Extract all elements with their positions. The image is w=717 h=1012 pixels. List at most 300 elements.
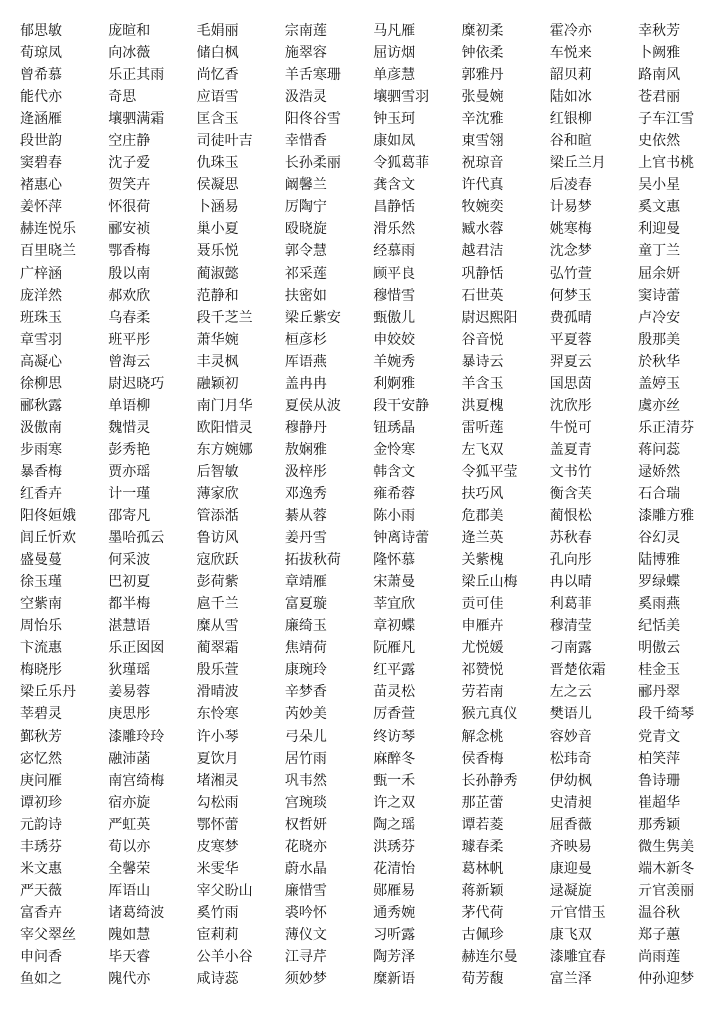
name-cell: 逄涵雁 <box>20 111 62 128</box>
name-cell: 上官书桃 <box>638 155 695 172</box>
name-cell: 习听露 <box>373 926 416 943</box>
name-cell: 祁采莲 <box>284 265 327 282</box>
name-cell: 柏笑萍 <box>638 750 681 767</box>
name-cell: 徐玉瑾 <box>20 574 62 591</box>
name-cell: 尤悦媛 <box>461 640 504 657</box>
name-cell: 沈念梦 <box>549 243 592 260</box>
name-cell: 那芷蕾 <box>461 794 504 811</box>
name-cell: 廉绮玉 <box>284 618 327 635</box>
name-cell: 壤驷雪羽 <box>373 89 430 106</box>
name-cell: 桓彦杉 <box>284 331 327 348</box>
name-cell: 乐正囡囡 <box>108 640 165 657</box>
name-cell: 车悦来 <box>549 45 592 62</box>
name-cell: 勾松雨 <box>196 794 239 811</box>
name-cell: 祝琼音 <box>461 155 504 172</box>
name-cell: 长孙静秀 <box>461 772 518 789</box>
name-cell: 褚惠心 <box>20 177 62 194</box>
name-cell: 荀芳馥 <box>461 971 504 988</box>
name-cell: 郦安祯 <box>108 221 151 238</box>
name-cell: 许之双 <box>373 794 416 811</box>
name-cell: 空庄静 <box>108 133 151 150</box>
name-cell: 盖婷玉 <box>638 375 681 392</box>
name-cell: 阚馨兰 <box>284 177 327 194</box>
name-cell: 施翠容 <box>284 45 327 62</box>
name-cell: 巴初夏 <box>108 574 151 591</box>
name-cell: 班珠玉 <box>20 309 62 326</box>
name-cell: 殷那美 <box>638 331 681 348</box>
name-cell: 乌春柔 <box>108 309 151 326</box>
name-cell: 辛梦香 <box>284 684 327 701</box>
name-cell: 暴诗云 <box>461 353 504 370</box>
name-cell: 谷幻灵 <box>638 530 681 547</box>
name-cell: 单彦慧 <box>373 67 416 84</box>
name-cell: 巩静恬 <box>461 265 504 282</box>
name-cell: 糜初柔 <box>461 23 504 39</box>
name-cell: 宦莉莉 <box>196 926 239 943</box>
name-cell: 东方婉娜 <box>196 441 253 458</box>
name-cell: 皮寒梦 <box>196 838 239 855</box>
name-cell: 尚忆香 <box>196 67 239 84</box>
name-cell: 晋楚依霜 <box>549 662 606 679</box>
name-cell: 於秋华 <box>638 353 681 370</box>
name-cell: 利迎曼 <box>638 221 681 238</box>
name-cell: 终访琴 <box>373 728 416 745</box>
name-cell: 张曼婉 <box>461 89 504 106</box>
name-cell: 苗灵松 <box>373 684 416 701</box>
name-cell: 殴晓旋 <box>284 221 327 238</box>
name-cell: 姜丹雪 <box>284 530 327 547</box>
name-cell: 南门月华 <box>196 397 253 414</box>
name-cell: 姜怀萍 <box>20 199 62 216</box>
name-cell: 花清怡 <box>373 860 416 877</box>
name-cell: 厉陶宁 <box>284 199 327 216</box>
name-cell: 昌静恬 <box>373 199 416 216</box>
name-cell: 鄞秋芳 <box>20 728 62 745</box>
name-cell: 沈欣彤 <box>549 397 592 414</box>
name-cell: 钟玉珂 <box>373 111 416 128</box>
name-cell: 陈小雨 <box>373 508 416 525</box>
name-cell: 洪夏槐 <box>461 397 504 414</box>
name-cell: 陆如冰 <box>549 89 592 106</box>
name-cell: 左飞双 <box>461 441 504 458</box>
name-cell: 韶贝莉 <box>549 67 592 84</box>
name-cell: 莘宜欣 <box>373 596 416 613</box>
name-cell: 姚寒梅 <box>549 221 592 238</box>
name-cell: 徐柳思 <box>20 375 62 392</box>
name-cell: 夏侯从波 <box>284 397 341 414</box>
name-cell: 步雨寒 <box>20 441 62 458</box>
name-cell: 国思茵 <box>549 375 592 392</box>
name-cell: 拓拔秋荷 <box>284 552 341 569</box>
name-cell: 牧婉奕 <box>461 199 504 216</box>
name-cell: 蔚水晶 <box>284 860 327 877</box>
name-cell: 宿亦旋 <box>108 794 151 811</box>
name-cell: 奚雨燕 <box>638 596 681 613</box>
name-cell: 尉迟熙阳 <box>461 309 518 326</box>
name-cell: 马凡雁 <box>373 23 416 39</box>
name-cell: 须妙梦 <box>284 971 327 988</box>
name-cell: 郦丹翠 <box>638 684 681 701</box>
name-cell: 贡可佳 <box>461 596 504 613</box>
name-cell: 綦从蓉 <box>284 508 327 525</box>
name-cell: 管添湉 <box>196 508 239 525</box>
name-cell: 顾平良 <box>373 265 416 282</box>
name-cell: 壤驷满霜 <box>108 111 165 128</box>
name-cell: 堵湘灵 <box>196 772 239 789</box>
name-cell: 经慕雨 <box>373 243 416 260</box>
name-cell: 蒋问蕊 <box>638 441 681 458</box>
name-cell: 蒋新颖 <box>461 882 504 899</box>
name-cell: 宗南莲 <box>284 23 327 39</box>
name-cell: 殷以南 <box>108 265 151 282</box>
name-cell: 段千芝兰 <box>196 309 253 326</box>
name-cell: 郑子蕙 <box>638 926 681 943</box>
name-cell: 申姣姣 <box>373 331 416 348</box>
name-cell: 匡含玉 <box>196 111 239 128</box>
name-cell: 容妙音 <box>549 728 592 745</box>
name-cell: 陶芳泽 <box>373 948 416 965</box>
name-cell: 汲傲南 <box>20 419 62 436</box>
name-cell: 阮雁凡 <box>373 640 416 657</box>
name-cell: 那秀颖 <box>638 816 681 833</box>
name-cell: 居竹雨 <box>284 750 327 767</box>
name-cell: 温谷秋 <box>638 904 681 921</box>
name-cell: 端木新冬 <box>638 860 695 877</box>
name-cell: 茅代荷 <box>461 904 504 921</box>
name-cell: 仲孙迎梦 <box>638 971 695 988</box>
name-cell: 漆雕宜春 <box>549 948 606 965</box>
name-cell: 童丁兰 <box>638 243 681 260</box>
name-cell: 元韵诗 <box>20 816 62 833</box>
name-cell: 湛慧语 <box>108 618 151 635</box>
name-cell: 毛娟丽 <box>196 23 239 39</box>
name-cell: 邵寄凡 <box>108 508 151 525</box>
name-cell: 屈余妍 <box>638 265 681 282</box>
name-cell: 苍君丽 <box>638 89 681 106</box>
name-cell: 章雪羽 <box>20 331 62 348</box>
name-cell: 巩韦然 <box>284 772 327 789</box>
name-cell: 宋萧曼 <box>373 574 416 591</box>
name-cell: 幸惜香 <box>284 133 327 150</box>
name-cell: 党青文 <box>638 728 681 745</box>
name-cell: 微生隽美 <box>638 838 695 855</box>
name-cell: 段世韵 <box>20 133 62 150</box>
name-cell: 齐映易 <box>549 838 592 855</box>
name-cell: 暴香梅 <box>20 463 62 480</box>
name-cell: 东怜寒 <box>196 706 239 723</box>
name-cell: 龚含文 <box>373 177 416 194</box>
name-cell: 逯娇然 <box>638 463 681 480</box>
name-cell: 谷音悦 <box>461 331 504 348</box>
name-cell: 单语柳 <box>108 397 151 414</box>
name-cell: 左之云 <box>549 684 592 701</box>
name-cell: 孔向彤 <box>549 552 592 569</box>
name-cell: 隗如慧 <box>108 926 151 943</box>
name-cell: 史依然 <box>638 133 681 150</box>
name-cell: 何梦玉 <box>549 287 592 304</box>
name-cell: 危郡美 <box>461 508 504 525</box>
name-cell: 钟离诗蕾 <box>373 530 430 547</box>
name-cell: 韩含文 <box>373 463 416 480</box>
name-cell: 融颖初 <box>196 375 239 392</box>
name-cell: 康飞双 <box>549 926 592 943</box>
name-cell: 石合瑞 <box>638 485 681 502</box>
name-cell: 平夏蓉 <box>549 331 592 348</box>
name-cell: 段千绮琴 <box>638 706 695 723</box>
name-cell: 丰灵枫 <box>196 353 239 370</box>
name-cell: 汲梓彤 <box>284 463 327 480</box>
name-cell: 焦靖荷 <box>284 640 327 657</box>
name-cell: 向冰薇 <box>108 45 151 62</box>
name-cell: 彭荷紫 <box>196 574 239 591</box>
name-cell: 章初蝶 <box>373 618 416 635</box>
name-cell: 巢小夏 <box>196 221 239 238</box>
name-cell: 鲁诗珊 <box>638 772 681 789</box>
name-cell: 权哲妍 <box>284 816 327 833</box>
name-cell: 沈子爱 <box>108 155 151 172</box>
name-cell: 公羊小谷 <box>196 948 253 965</box>
name-cell: 蔺淑懿 <box>196 265 239 282</box>
name-cell: 盛曼蔓 <box>20 552 62 569</box>
name-cell: 路南风 <box>638 67 681 84</box>
name-cell: 厍语燕 <box>284 353 327 370</box>
name-cell: 许代真 <box>461 177 504 194</box>
name-cell: 严天薇 <box>20 882 62 899</box>
name-grid <box>20 20 717 990</box>
name-cell: 奚文惠 <box>638 199 681 216</box>
name-cell: 辛沈雅 <box>461 111 504 128</box>
name-cell: 郁思敏 <box>20 23 62 39</box>
name-cell: 雷听莲 <box>461 419 504 436</box>
name-cell: 扶密如 <box>284 287 327 304</box>
name-cell: 璩春柔 <box>461 838 504 855</box>
name-cell: 臧水蓉 <box>461 221 504 238</box>
name-cell: 赫连尔曼 <box>461 948 518 965</box>
name-cell: 墨哈孤云 <box>108 530 165 547</box>
name-cell: 漆雕玲玲 <box>108 728 165 745</box>
name-cell: 劳若南 <box>461 684 504 701</box>
name-cell: 空紫南 <box>20 596 62 613</box>
name-cell: 金怜寒 <box>373 441 416 458</box>
name-cell: 盖冉冉 <box>284 375 327 392</box>
name-cell: 漆雕方雅 <box>638 508 695 525</box>
name-cell: 全馨荣 <box>108 860 151 877</box>
name-cell: 周怡乐 <box>20 618 62 635</box>
name-cell: 江寻芹 <box>284 948 327 965</box>
name-cell: 芮妙美 <box>284 706 327 723</box>
name-cell: 红平露 <box>373 662 416 679</box>
name-cell: 衡含芙 <box>549 485 592 502</box>
name-cell: 扈千兰 <box>196 596 239 613</box>
name-cell: 庞暄和 <box>108 23 151 39</box>
name-cell: 康迎曼 <box>549 860 592 877</box>
name-cell: 屈香薇 <box>549 816 592 833</box>
name-cell: 鱼如之 <box>20 971 62 988</box>
name-cell: 咸诗蕊 <box>196 971 239 988</box>
name-cell: 贾亦瑶 <box>108 463 151 480</box>
name-cell: 窦碧春 <box>20 155 62 172</box>
name-cell: 厍语山 <box>108 882 151 899</box>
name-cell: 应语雪 <box>196 89 239 106</box>
name-cell: 贺笑卉 <box>108 177 151 194</box>
name-cell: 松玮奇 <box>549 750 592 767</box>
name-cell: 南宫绮梅 <box>108 772 165 789</box>
name-cell: 申问香 <box>20 948 62 965</box>
name-cell: 关紫槐 <box>461 552 504 569</box>
name-cell: 怀很荷 <box>108 199 151 216</box>
name-cell: 都半梅 <box>108 596 151 613</box>
name-cell: 鄂怀蕾 <box>196 816 239 833</box>
name-cell: 蔺翠霜 <box>196 640 239 657</box>
name-cell: 薄家欣 <box>196 485 239 502</box>
name-cell: 米雯华 <box>196 860 239 877</box>
name-cell: 葛林帆 <box>461 860 504 877</box>
name-cell: 庞洋然 <box>20 287 62 304</box>
name-cell: 令狐葛菲 <box>373 155 430 172</box>
name-cell: 郝欢欣 <box>108 287 151 304</box>
name-cell: 莘碧灵 <box>20 706 62 723</box>
name-cell: 诸葛绮波 <box>108 904 165 921</box>
name-cell: 糜从雪 <box>196 618 239 635</box>
name-cell: 猴亢真仪 <box>461 706 518 723</box>
name-cell: 敖娴雅 <box>284 441 327 458</box>
name-cell: 糜新语 <box>373 971 416 988</box>
name-cell: 令狐平莹 <box>461 463 518 480</box>
name-cell: 郦秋露 <box>20 397 62 414</box>
name-cell: 乐正其雨 <box>108 67 165 84</box>
name-cell: 储白枫 <box>196 45 239 62</box>
name-cell: 广梓涵 <box>20 265 62 282</box>
name-cell: 穆清莹 <box>549 618 592 635</box>
name-cell: 桂金玉 <box>638 662 681 679</box>
name-cell: 欧阳惜灵 <box>196 419 253 436</box>
name-cell: 羊含玉 <box>461 375 504 392</box>
name-cell: 隗代亦 <box>108 971 151 988</box>
name-cell: 麻醉冬 <box>373 750 416 767</box>
name-cell: 计一瑾 <box>108 485 151 502</box>
name-cell: 羊舌寒珊 <box>284 67 341 84</box>
name-cell: 滑乐然 <box>373 221 416 238</box>
name-cell: 何采波 <box>108 552 151 569</box>
name-cell: 穆静丹 <box>284 419 327 436</box>
name-cell: 宰父翠丝 <box>20 926 76 943</box>
name-cell: 彭秀艳 <box>108 441 151 458</box>
name-cell: 通秀婉 <box>373 904 416 921</box>
name-cell: 虞亦丝 <box>638 397 681 414</box>
name-cell: 百里晓兰 <box>20 243 76 260</box>
name-cell: 子车江雪 <box>638 111 695 128</box>
name-cell: 卢冷安 <box>638 309 681 326</box>
name-cell: 利葛菲 <box>549 596 592 613</box>
name-cell: 谭初珍 <box>20 794 62 811</box>
name-cell: 赫连悦乐 <box>20 221 76 238</box>
name-cell: 费孤晴 <box>549 309 592 326</box>
name-cell: 庚问雁 <box>20 772 62 789</box>
name-cell: 梁丘山梅 <box>461 574 518 591</box>
name-cell: 能代亦 <box>20 89 62 106</box>
name-cell: 谷和暄 <box>549 133 592 150</box>
name-cell: 尉迟晓巧 <box>108 375 165 392</box>
name-cell: 冉以晴 <box>549 574 592 591</box>
name-cell: 魏惜灵 <box>108 419 151 436</box>
name-cell: 司徒叶吉 <box>196 133 253 150</box>
name-cell: 利婀雅 <box>373 375 416 392</box>
name-cell: 阳佟谷雪 <box>284 111 341 128</box>
name-cell: 梁丘乐丹 <box>20 684 76 701</box>
name-cell: 康如凤 <box>373 133 416 150</box>
name-cell: 计易梦 <box>549 199 592 216</box>
name-cell: 谭若菱 <box>461 816 504 833</box>
name-cell: 崔超华 <box>638 794 681 811</box>
name-cell: 宫琬琰 <box>284 794 327 811</box>
name-cell: 甄傲儿 <box>373 309 416 326</box>
name-cell: 许小琴 <box>196 728 239 745</box>
name-cell: 蔺恨松 <box>549 508 592 525</box>
name-cell: 侯凝思 <box>196 177 239 194</box>
name-cell: 雍希蓉 <box>373 485 416 502</box>
name-cell: 申雁卉 <box>461 618 504 635</box>
name-cell: 长孙柔丽 <box>284 155 341 172</box>
name-cell: 夏饮月 <box>196 750 239 767</box>
name-cell: 逯凝旋 <box>549 882 592 899</box>
name-cell: 鄂香梅 <box>108 243 151 260</box>
name-cell: 梁丘紫安 <box>284 309 341 326</box>
name-cell: 廉惜雪 <box>284 882 327 899</box>
name-cell: 寇欣跃 <box>196 552 239 569</box>
name-cell: 严虹英 <box>108 816 151 833</box>
name-cell: 苏秋春 <box>549 530 592 547</box>
name-cell: 弘竹萱 <box>549 265 592 282</box>
name-cell: 融沛菡 <box>108 750 151 767</box>
name-cell: 亓官惜玉 <box>549 904 606 921</box>
name-cell: 穆惜雪 <box>373 287 416 304</box>
name-cell: 伊幼枫 <box>549 772 592 789</box>
name-cell: 薄仪文 <box>284 926 327 943</box>
name-cell: 滑晴波 <box>196 684 239 701</box>
name-cell: 梁丘兰月 <box>549 155 606 172</box>
name-cell: 屈访烟 <box>373 45 416 62</box>
name-cell: 羊婉秀 <box>373 353 416 370</box>
name-cell: 牛悦可 <box>549 419 592 436</box>
name-cell: 富夏璇 <box>284 596 327 613</box>
name-cell: 乐正清芬 <box>638 419 695 436</box>
name-cell: 羿夏云 <box>549 353 592 370</box>
name-cell: 東雪翎 <box>461 133 504 150</box>
name-cell: 聂乐悦 <box>196 243 239 260</box>
name-cell: 卞流惠 <box>20 640 62 657</box>
name-cell: 郭令慧 <box>284 243 327 260</box>
name-cell: 阳佟姮娥 <box>20 508 76 525</box>
name-cell: 祁赞悦 <box>461 662 504 679</box>
name-cell: 钮琇晶 <box>373 419 416 436</box>
name-cell: 樊语儿 <box>549 706 592 723</box>
name-cell: 段干安静 <box>373 397 430 414</box>
name-cell: 史清昶 <box>549 794 592 811</box>
name-cell: 宰父盼山 <box>196 882 253 899</box>
name-cell: 荀以亦 <box>108 838 151 855</box>
name-cell: 庚思彤 <box>108 706 151 723</box>
name-cell: 宓忆然 <box>20 750 62 767</box>
name-cell: 康琬玲 <box>284 662 327 679</box>
name-cell: 曾希慕 <box>20 67 62 84</box>
name-cell: 尚雨莲 <box>638 948 681 965</box>
name-cell: 石世英 <box>461 287 504 304</box>
name-cell: 陶之瑶 <box>373 816 416 833</box>
name-cell: 卜阙雅 <box>638 45 681 62</box>
name-cell: 章靖雁 <box>284 574 327 591</box>
name-cell: 奚竹雨 <box>196 904 239 921</box>
name-cell: 侯香梅 <box>461 750 504 767</box>
